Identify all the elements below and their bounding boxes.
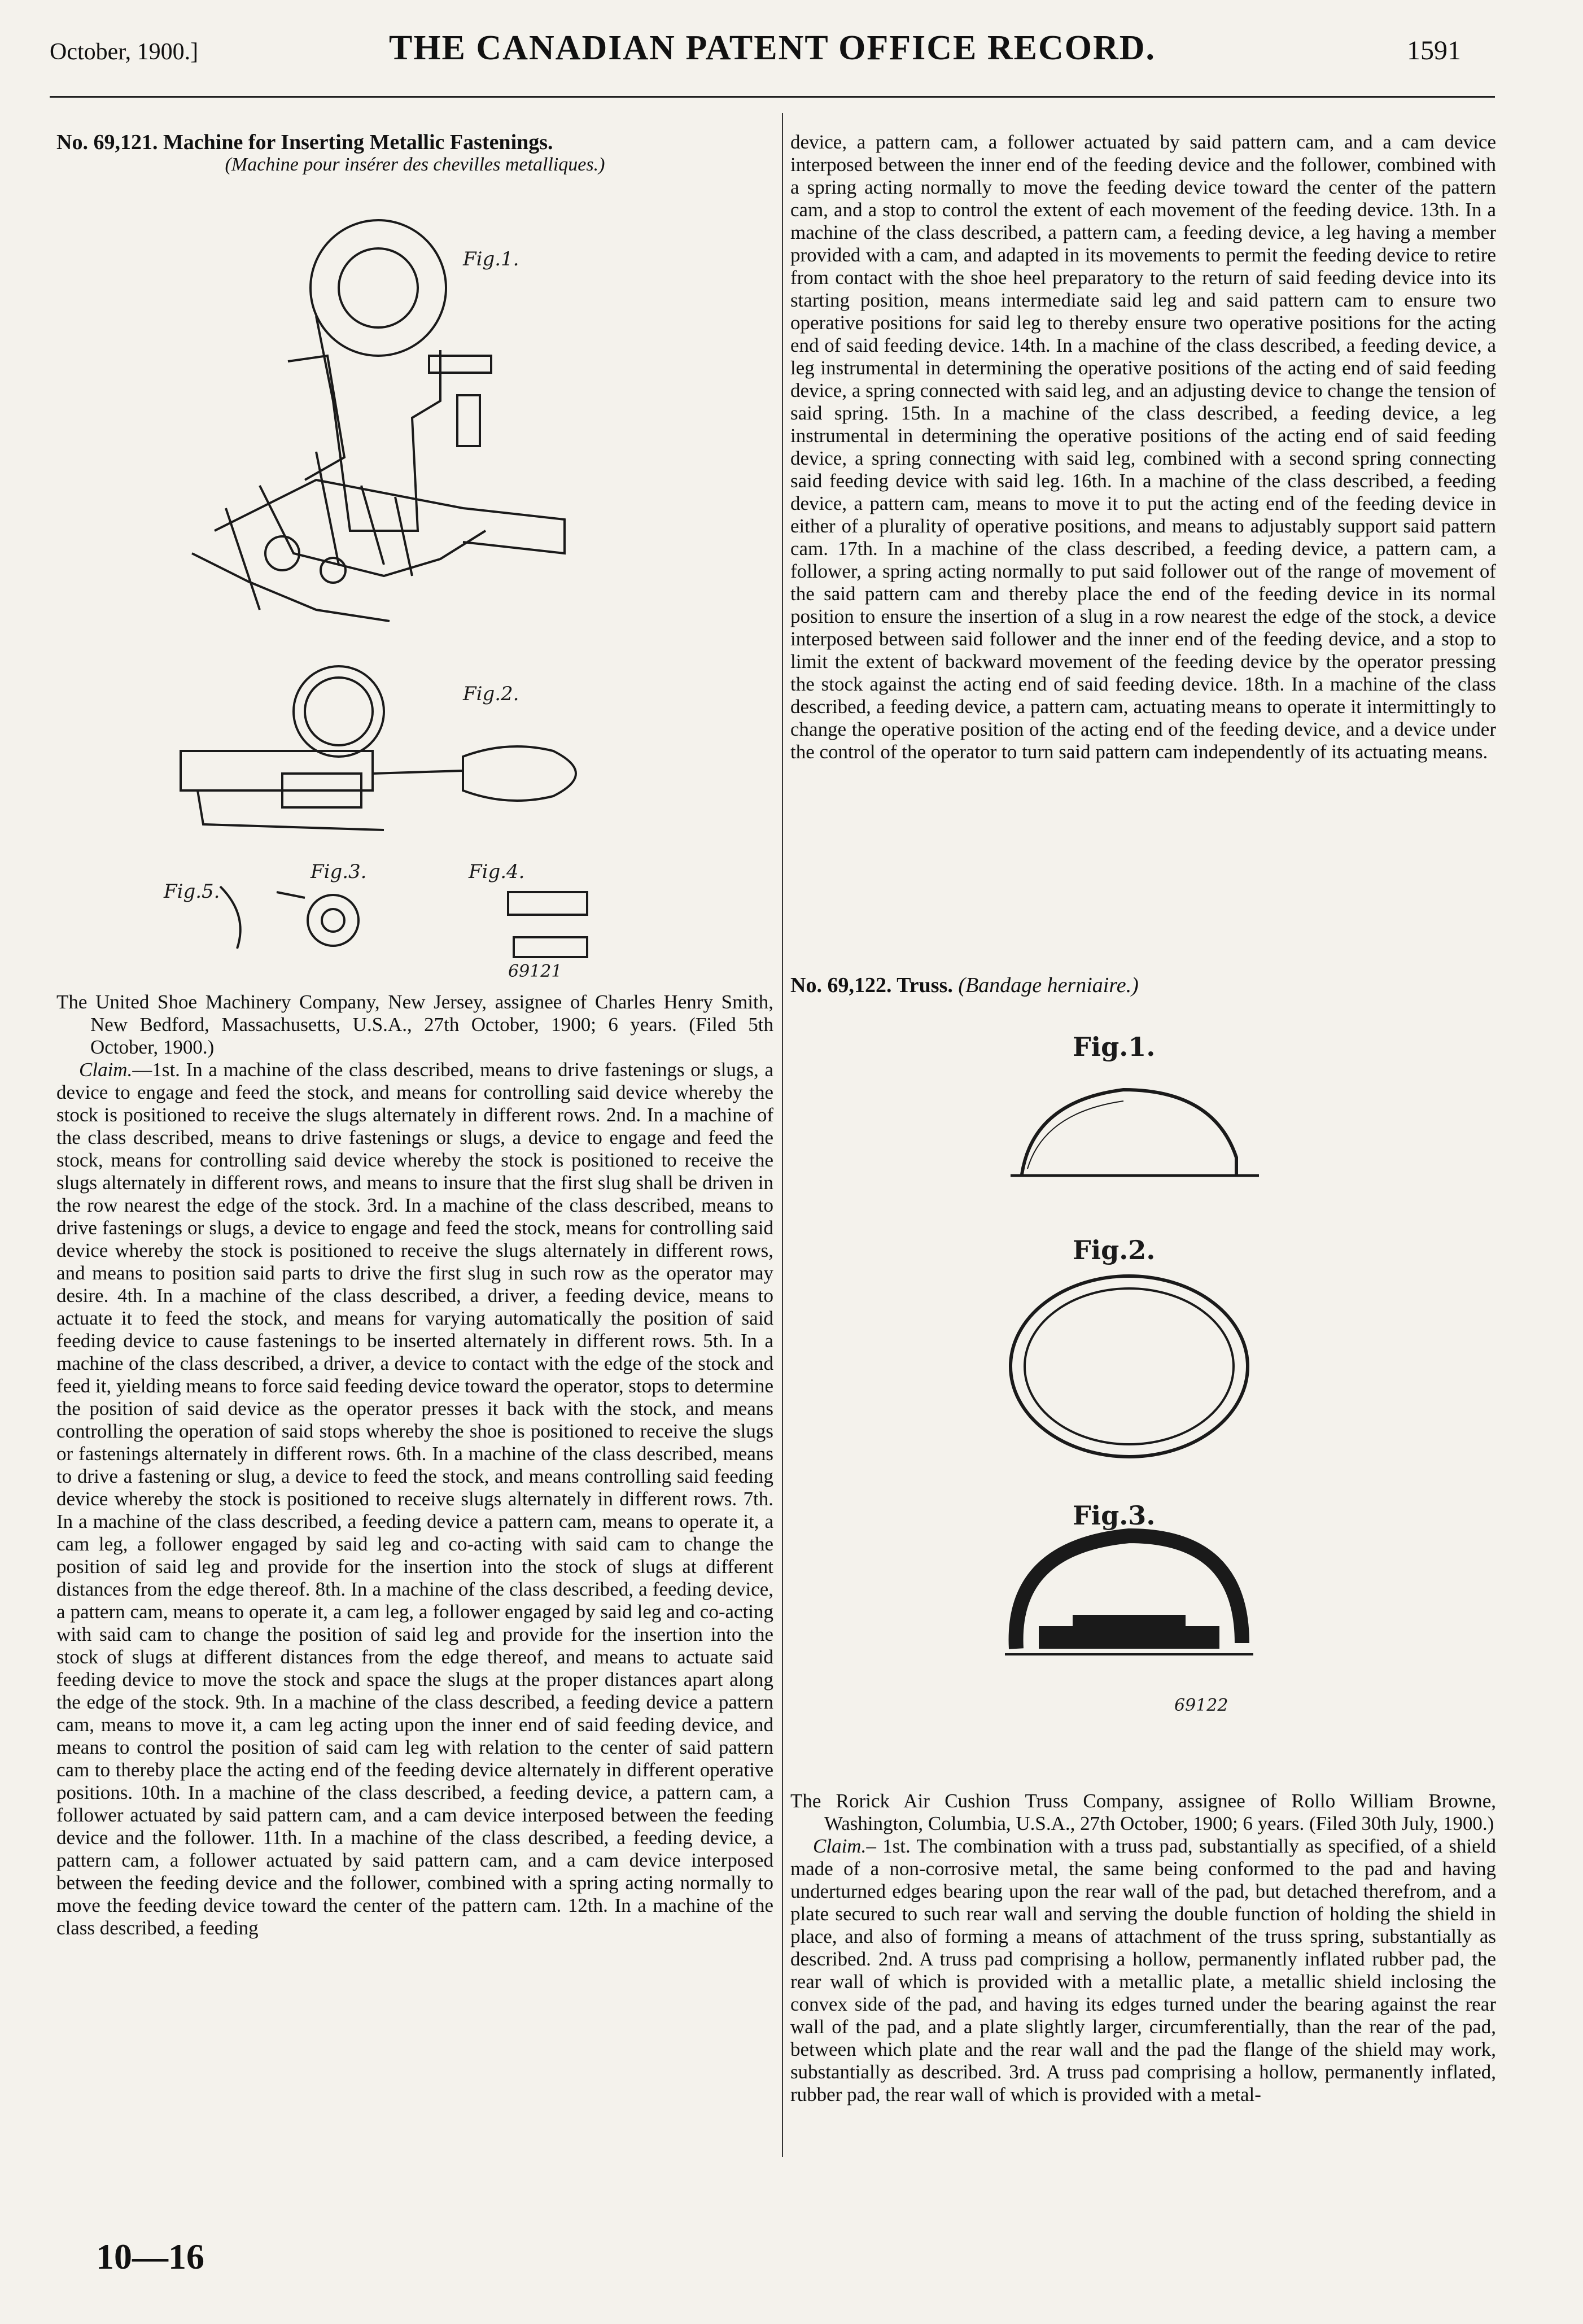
patent-69122-french-title: (Bandage herniaire.): [958, 973, 1139, 997]
patent-69121-claims-continued: device, a pattern cam, a follower actuated by said pattern cam, and a cam device interposed between the inner end of the feeding device and the follower, combined with a spring acting normally to move the feeding device toward the center of the pattern cam, and a stop to control the extent of each movement of the feeding device. 13th. In a machine of the class described, a pattern cam, a feeding device, a leg having a member provided with a cam, and adapted in its movements to permit the feeding device to retire from contact with the shoe heel preparatory to the return of said feeding device into its starting position, means intermediate said leg and said pattern cam to ensure two operative positions for said leg to thereby ensure two operative positions for the acting end of said feeding device. 14th. In a machine of the class described, a feeding device, a leg instrumental in determining the operative positions of the acting end of said feeding device, a spring connected with said leg, and an adjusting device to change the tension of said spring. 15th. In a machine of the class described, a feeding device, a leg instrumental in determining the operative positions of the acting end of said feeding device, a spring connecting with said leg, combined with a second spring connecting said feeding device with said leg. 16th. In a machine of the class described, a feeding device, a pattern cam, means to move it to put the acting end of the feeding device in either of a plurality of operative positions, and means to adjustably support said pattern cam. 17th. In a machine of the class described, a feeding device, a pattern cam, a follower, a spring acting normally to put said follower out of the range of movement of the said pattern cam and thereby place the end of the feeding device in its normal position to ensure the insertion of a slug in a row nearest the edge of the stock, a device interposed between said follower and the inner end of the feeding device, and a stop to limit the extent of backward movement of the feeding device by the operator pressing the stock against the acting end of said feeding device. 18th. In a machine of the class described, a feeding device, a pattern cam, actuating means to operate it intermittingly to change the operative position of the acting end of the feeding device, and a device under the control of the operator to turn said pattern cam independently of its actuating means.: [790, 131, 1496, 763]
fig5-label: Fig.5.: [164, 880, 220, 903]
patent-69121-claim-label: Claim.: [79, 1059, 133, 1081]
patent-69121-heading-block: [56, 131, 773, 176]
patent-69122-figure-caption: 69122: [1174, 1696, 1228, 1715]
page-header: [50, 23, 1495, 102]
patent-69121-heading: No. 69,121. Machine for Inserting Metallic Fastenings.: [56, 130, 553, 154]
patent-69122-body: [790, 1790, 1496, 2106]
patent-69121-continuation: [790, 131, 1496, 763]
patent-69121-body: [56, 991, 773, 1939]
patent-69122-claim-label: Claim.: [813, 1835, 867, 1857]
machine-patent-figure: [147, 215, 711, 982]
patent-69122-heading-block: [790, 974, 1496, 997]
column-divider: [782, 113, 783, 2157]
journal-title: THE CANADIAN PATENT OFFICE RECORD.: [388, 29, 1156, 67]
signature-mark: 10—16: [96, 2236, 204, 2277]
patent-69122-heading: No. 69,122. Truss.: [790, 973, 953, 997]
fig3-label: Fig.3.: [311, 860, 367, 883]
page-number: 1591: [1407, 36, 1461, 65]
patent-69121-french-title: (Machine pour insérer des chevilles metalliques.): [225, 154, 605, 175]
truss-patent-figure: [988, 1028, 1304, 1762]
patent-69122-claims: [790, 1835, 1496, 2106]
patent-69122-heading-line: [790, 974, 1496, 997]
patent-69122-assignee: The Rorick Air Cushion Truss Company, assignee of Rollo William Browne, Washington, Columbia, U.S.A., 27th October, 1900; 6 years. (Filed 30th July, 1900.): [790, 1790, 1496, 1834]
patent-69121-assignee: The United Shoe Machinery Company, New Jersey, assignee of Charles Henry Smith, New Bedford, Massachusetts, U.S.A., 27th October, 1900; 6 years. (Filed 5th October, 1900.): [56, 991, 773, 1058]
fig2-label: Fig.2.: [463, 683, 519, 705]
truss-fig3-label: Fig.3.: [1073, 1500, 1156, 1531]
header-rule: [50, 96, 1495, 98]
patent-69121-claims-text: —1st. In a machine of the class described, means to drive fastenings or slugs, a device to engage and feed the stock, and means for controlling said device whereby the stock is positioned to receive the slugs alternately in different rows. 2nd. In a machine of the class described, means to drive fastenings or slugs, a device to engage and feed the stock, means for controlling said device whereby the stock is positioned to receive the slugs alternately in different rows, and means to insure that the first slug shall be driven in the row nearest the edge of the stock. 3rd. In a machine of the class described, means to drive fastenings or slugs, a device to engage and feed the stock, means for controlling said device whereby the stock is positioned to receive the slugs alternately in different rows, and means to position said parts to drive the first slug in such row as the operator may desire. 4th. In a machine of the class described, a driver, a feeding device, means to actuate it to feed the stock, and means for varying automatically the position of said feeding device to cause fastenings to be inserted alternately in different rows. 5th. In a machine of the class described, a driver, a device to contact with the edge of the stock and feed it, yielding means to force said feeding device toward the operator, stops to determine the position of said device as the operator presses it back with the stock, and means controlling the operation of said stops whereby the shoe is positioned to receive the slugs or fastenings alternately in different rows. 6th. In a machine of the class described, means to drive a fastening or slug, a device to feed the stock, and means controlling said feeding device whereby the stock is positioned to receive slugs alternately in different rows. 7th. In a machine of the class described, a feeding device a pattern cam, means to operate it, a cam leg, a follower engaged by said leg and co-acting with said cam to change the position of said leg and provide for the insertion into the stock of slugs at different distances from the edge thereof. 8th. In a machine of the class described, a feeding device, a pattern cam, means to operate it, a cam leg, a follower engaged by said leg and co-acting with said cam to change the position of said leg and provide for the insertion into the stock of slugs at different distances from the edge thereof, and means to actuate said feeding device to move the stock and space the slugs at the proper distances apart along the edge of the stock. 9th. In a machine of the class described, a feeding device a pattern cam, means to move it, a cam leg acting upon the inner end of said feeding device, and means to control the position of said cam leg with relation to the center of said pattern cam to thereby place the acting end of the feeding device alternately in different operative positions. 10th. In a machine of the class described, a feeding device, a pattern cam, a follower actuated by said pattern cam, and a cam device interposed between the feeding device and the follower. 11th. In a machine of the class described, a feeding device, a pattern cam, a follower actuated by said pattern cam, and a cam device interposed between the feeding device and the follower, combined with a spring acting normally to move the feeding device toward the center of the pattern cam. 12th. In a machine of the class described, a feeding: [56, 1059, 773, 1939]
patent-69122-claims-text: – 1st. The combination with a truss pad, substantially as specified, of a shield made of a non-corrosive metal, the same being conformed to the pad and having underturned edges bearing upon the rear wall of the pad, but detached therefrom, and a plate secured to such rear wall and serving the double function of holding the shield in place, and also of forming a means of attachment of the truss spring, substantially as described. 2nd. A truss pad comprising a hollow, permanently inflated rubber pad, the rear wall of which is provided with a metallic plate, a metallic shield inclosing the convex side of the pad, and having its edges turned under the bearing against the rear wall of the pad, and a plate slightly larger, circumferentially, than the rear of the pad, between which plate and the rear wall and the pad the flange of the shield may work, substantially as described. 3rd. A truss pad comprising a hollow, permanently inflated, rubber pad, the rear wall of which is provided with a metal-: [790, 1835, 1496, 2105]
truss-fig1-label: Fig.1.: [1073, 1032, 1156, 1062]
fig1-label: Fig.1.: [463, 248, 519, 270]
patent-69121-figure-caption: 69121: [508, 962, 562, 981]
fig4-label: Fig.4.: [469, 860, 525, 883]
truss-fig2-label: Fig.2.: [1073, 1235, 1156, 1265]
patent-69121-claims: [56, 1059, 773, 1939]
issue-date: October, 1900.]: [50, 39, 199, 65]
